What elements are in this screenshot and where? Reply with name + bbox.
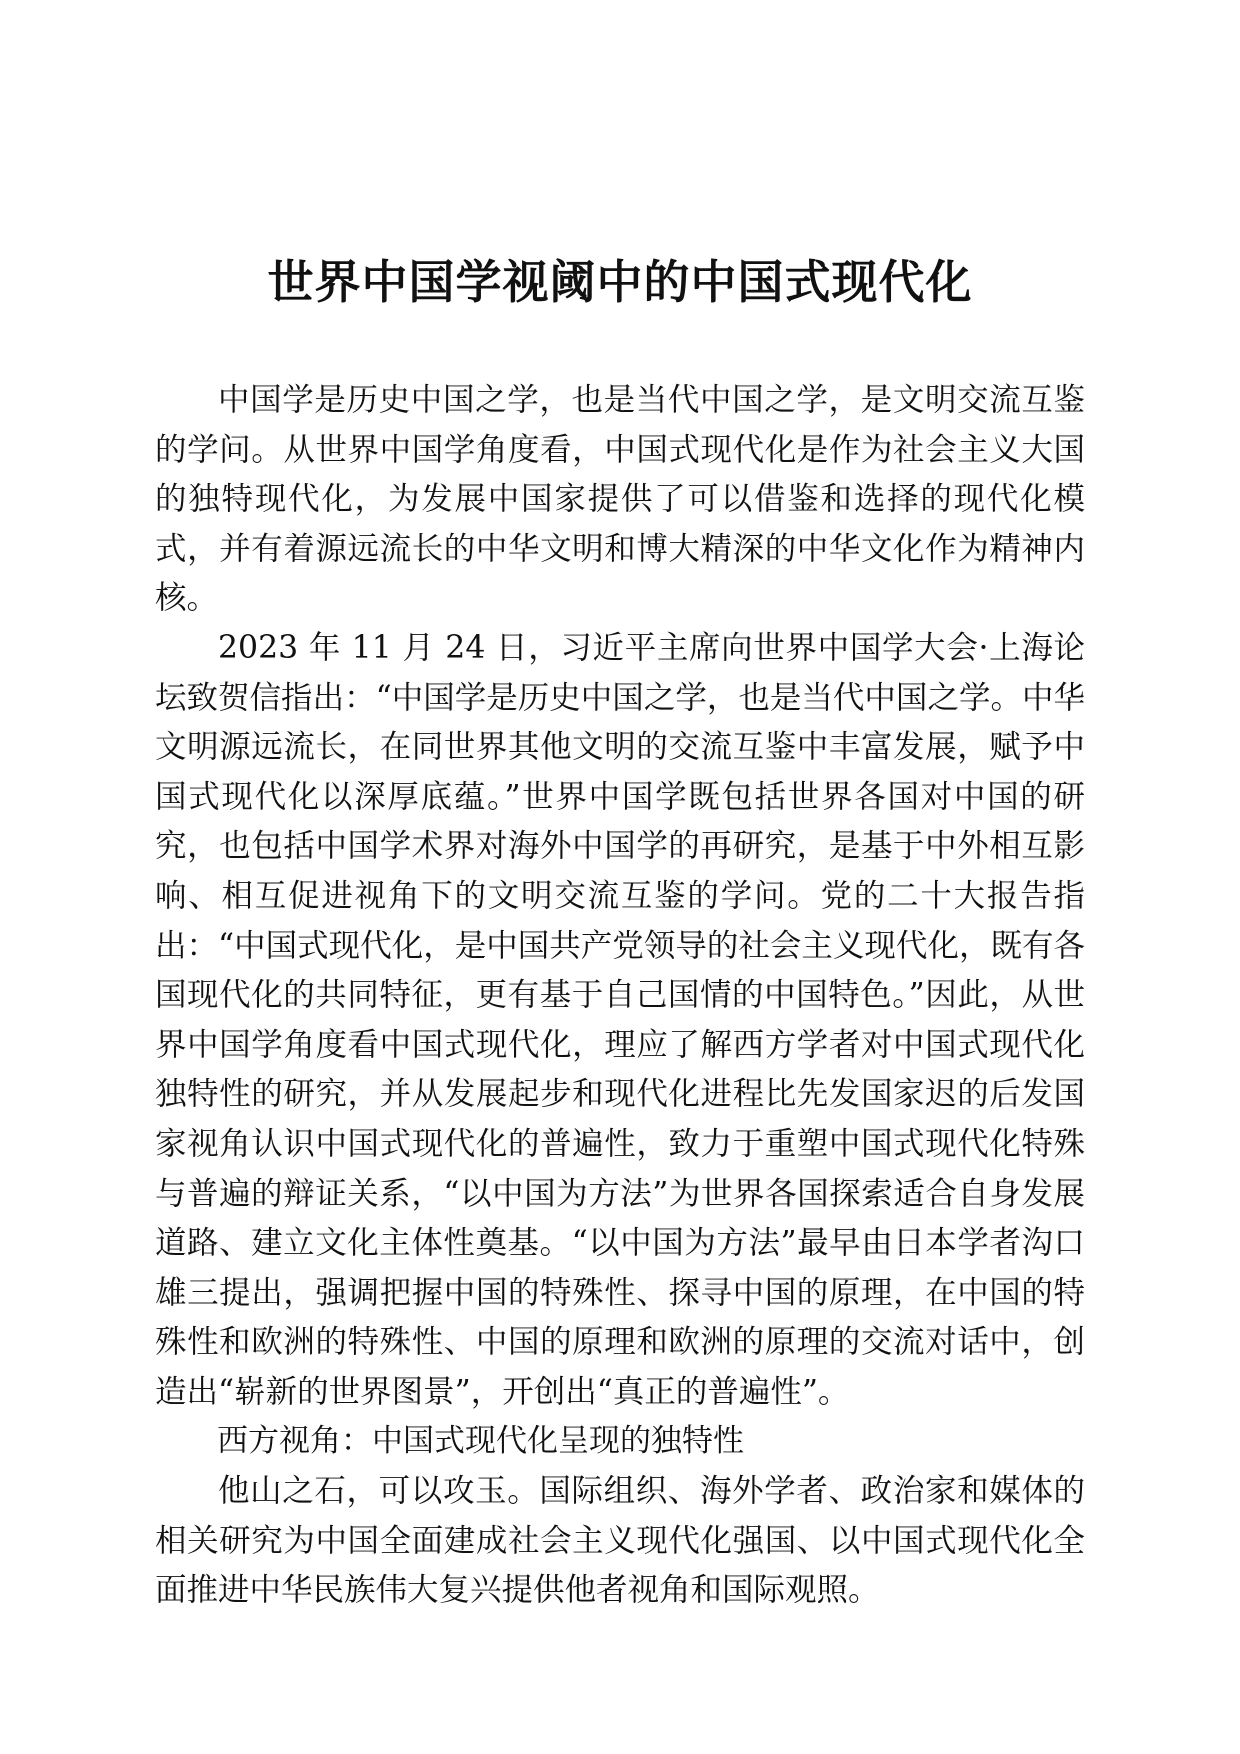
paragraph-intro: 中国学是历史中国之学，也是当代中国之学，是文明交流互鉴的学问。从世界中国学角度看，中国式现代化是作为社会主义大国的独特现代化，为发展中国家提供了可以借鉴和选择的现代化模式，并有着源远流长的中华文明和博大精深的中华文化作为精神内核。 [155, 382, 1085, 617]
document-title: 世界中国学视阈中的中国式现代化 [267, 255, 973, 309]
document-body [155, 376, 1085, 1616]
paragraph-congratulatory-letter: 2023 年 11 月 24 日，习近平主席向世界中国学大会·上海论坛致贺信指出：“中国学是历史中国之学，也是当代中国之学。中华文明源远流长，在同世界其他文明的交流互鉴中丰富发展，赋予中国式现代化以深厚底蕴。”世界中国学既包括世界各国对中国的研究，也包括中国学术界对海外中国学的再研究，是基于中外相互影响、相互促进视角下的文明交流互鉴的学问。党的二十大报告指出：“中国式现代化，是中国共产党领导的社会主义现代化，既有各国现代化的共同特征，更有基于自己国情的中国特色。”因此，从世界中国学角度看中国式现代化，理应了解西方学者对中国式现代化独特性的研究，并从发展起步和现代化进程比先发国家迟的后发国家视角认识中国式现代化的普遍性，致力于重塑中国式现代化特殊与普遍的辩证关系，“以中国为方法”为世界各国探索适合自身发展道路、建立文化主体性奠基。“以中国为方法”最早由日本学者沟口雄三提出，强调把握中国的特殊性、探寻中国的原理，在中国的特殊性和欧洲的特殊性、中国的原理和欧洲的原理的交流对话中，创造出“崭新的世界图景”，开创出“真正的普遍性”。 [155, 629, 1085, 1410]
section-heading: 西方视角：中国式现代化呈现的独特性 [217, 1423, 744, 1460]
paragraph-section-1: 他山之石，可以攻玉。国际组织、海外学者、政治家和媒体的相关研究为中国全面建成社会主义现代化强国、以中国式现代化全面推进中华民族伟大复兴提供他者视角和国际观照。 [155, 1473, 1085, 1609]
